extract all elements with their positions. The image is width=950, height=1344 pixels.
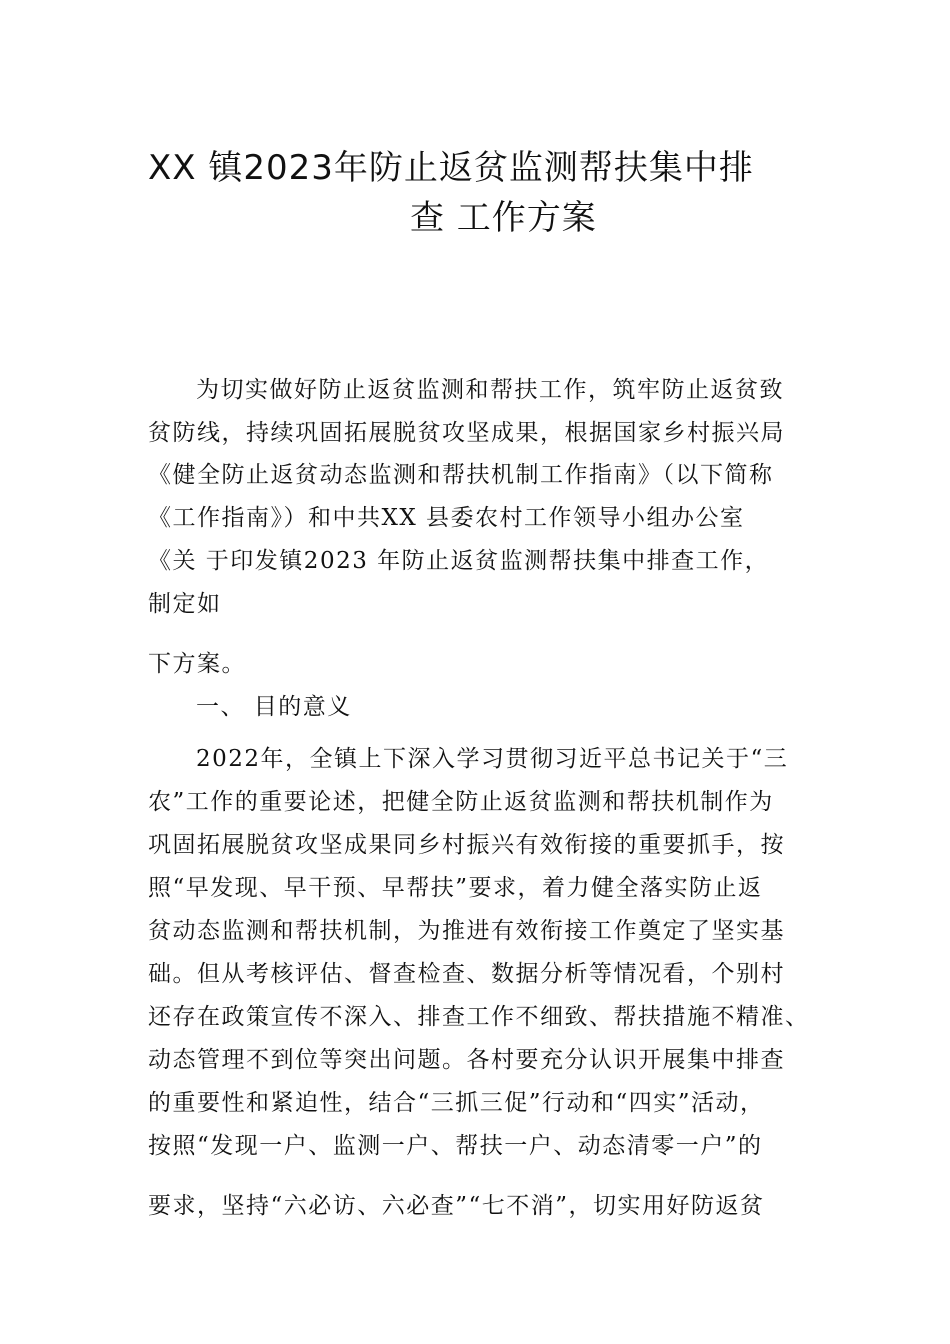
body-line: 为切实做好防止返贫监测和帮扶工作，筑牢防止返贫致	[196, 377, 784, 403]
body-line: 动态管理不到位等突出问题。各村要充分认识开展集中排查	[148, 1047, 785, 1073]
body-line: 农”工作的重要论述，把健全防止返贫监测和帮扶机制作为	[148, 789, 774, 815]
body-line: 础。但从考核评估、督查检查、数据分析等情况看，个别村	[148, 961, 785, 987]
body-line: 《关 于印发镇2023 年防止返贫监测帮扶集中排查工作，	[148, 548, 770, 574]
body-line: 制定如	[148, 591, 222, 617]
body-line: 按照“发现一户、监测一户、帮扶一户、动态清零一户”的	[148, 1133, 763, 1159]
document-title-line-2: 查 工作方案	[410, 198, 597, 238]
body-line: 照“早发现、早干预、早帮扶”要求，着力健全落实防止返	[148, 875, 763, 901]
body-line: 的重要性和紧迫性，结合“三抓三促”行动和“四实”活动，	[148, 1090, 765, 1116]
document-title-line-1: XX 镇2023年防止返贫监测帮扶集中排	[148, 148, 754, 188]
section-heading: 一、 目的意义	[196, 694, 352, 720]
body-line: 贫动态监测和帮扶机制，为推进有效衔接工作奠定了坚实基	[148, 918, 785, 944]
body-line: 要求，坚持“六必访、六必查”“七不消”，切实用好防返贫	[148, 1193, 765, 1219]
body-line: 巩固拓展脱贫攻坚成果同乡村振兴有效衔接的重要抓手，按	[148, 832, 785, 858]
body-line: 2022年，全镇上下深入学习贯彻习近平总书记关于“三	[196, 746, 789, 772]
body-line: 贫防线，持续巩固拓展脱贫攻坚成果，根据国家乡村振兴局	[148, 420, 785, 446]
body-line: 《健全防止返贫动态监测和帮扶机制工作指南》（以下简称	[148, 462, 774, 488]
body-line: 还存在政策宣传不深入、排查工作不细致、帮扶措施不精准、	[148, 1004, 810, 1030]
body-line: 《工作指南》）和中共XX 县委农村工作领导小组办公室	[148, 505, 745, 531]
body-line: 下方案。	[148, 651, 246, 677]
